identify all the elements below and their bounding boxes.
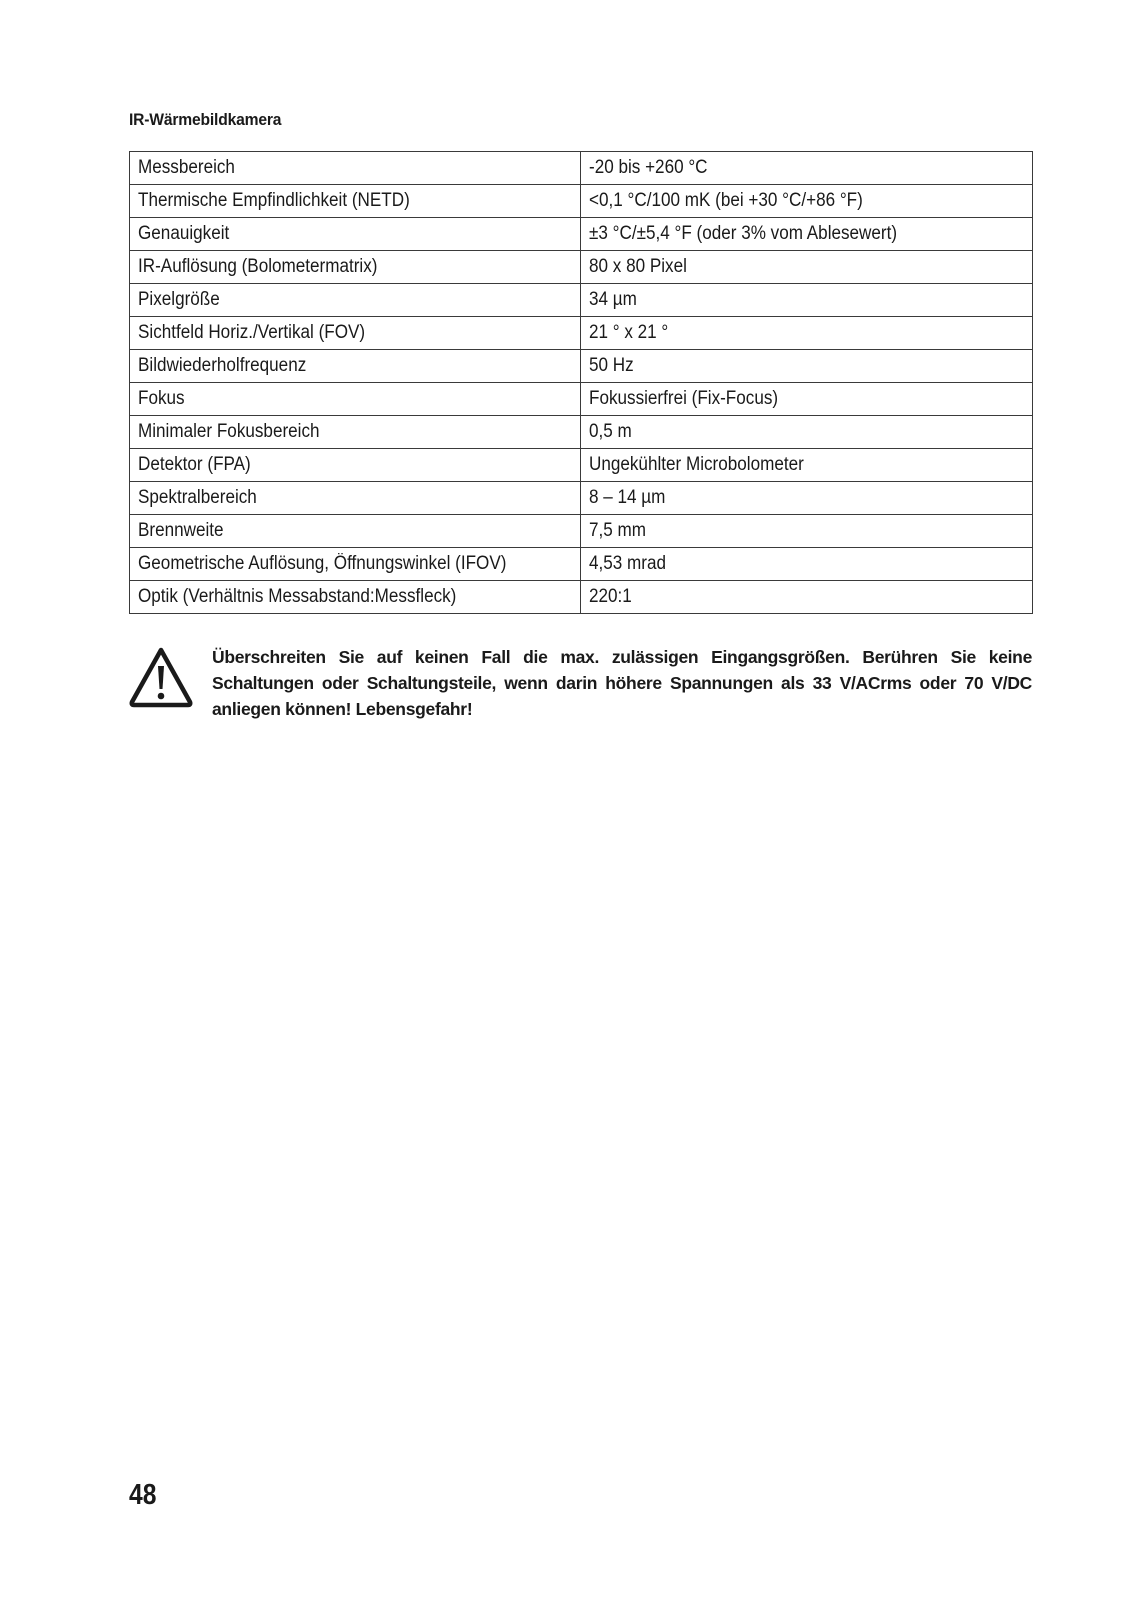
spec-value: 0,5 m — [581, 416, 1033, 449]
table-row — [130, 482, 1033, 515]
table-row — [130, 383, 1033, 416]
table-row — [130, 515, 1033, 548]
spec-label: IR-Auflösung (Bolometermatrix) — [130, 251, 581, 284]
table-row — [130, 317, 1033, 350]
spec-value: 34 µm — [581, 284, 1033, 317]
spec-label: Bildwiederholfrequenz — [130, 350, 581, 383]
spec-label: Fokus — [130, 383, 581, 416]
spec-value: <0,1 °C/100 mK (bei +30 °C/+86 °F) — [581, 185, 1033, 218]
table-row — [130, 416, 1033, 449]
table-row — [130, 350, 1033, 383]
table-row — [130, 152, 1033, 185]
spec-label: Sichtfeld Horiz./Vertikal (FOV) — [130, 317, 581, 350]
table-row — [130, 548, 1033, 581]
warning-text: Überschreiten Sie auf keinen Fall die max. zulässigen Eingangsgrößen. Berühren Sie keine Schaltungen oder Schaltungsteile, wenn darin höhere Spannungen als 33 V/ACrms oder 70 V/DC anliegen können! Lebensgefahr! — [212, 647, 1032, 719]
spec-label: Pixelgröße — [130, 284, 581, 317]
spec-value: 80 x 80 Pixel — [581, 251, 1033, 284]
spec-value: 21 ° x 21 ° — [581, 317, 1033, 350]
spec-label: Minimaler Fokusbereich — [130, 416, 581, 449]
warning-triangle-icon — [128, 646, 194, 708]
table-row — [130, 284, 1033, 317]
spec-label: Genauigkeit — [130, 218, 581, 251]
table-row — [130, 449, 1033, 482]
spec-label: Spektralbereich — [130, 482, 581, 515]
table-row — [130, 218, 1033, 251]
spec-value: 220:1 — [581, 581, 1033, 614]
table-row — [130, 251, 1033, 284]
spec-value: 4,53 mrad — [581, 548, 1033, 581]
spec-label: Thermische Empfindlichkeit (NETD) — [130, 185, 581, 218]
spec-value: Fokussierfrei (Fix-Focus) — [581, 383, 1033, 416]
spec-label: Geometrische Auflösung, Öffnungswinkel (IFOV) — [130, 548, 581, 581]
spec-label: Detektor (FPA) — [130, 449, 581, 482]
table-row — [130, 185, 1033, 218]
spec-label: Brennweite — [130, 515, 581, 548]
spec-value: 50 Hz — [581, 350, 1033, 383]
spec-table — [129, 151, 1033, 614]
page-number: 48 — [129, 1479, 157, 1511]
table-row — [130, 581, 1033, 614]
spec-label: Optik (Verhältnis Messabstand:Messfleck) — [130, 581, 581, 614]
spec-value: -20 bis +260 °C — [581, 152, 1033, 185]
spec-value: 8 – 14 µm — [581, 482, 1033, 515]
spec-value: ±3 °C/±5,4 °F (oder 3% vom Ablesewert) — [581, 218, 1033, 251]
spec-value: 7,5 mm — [581, 515, 1033, 548]
spec-label: Messbereich — [130, 152, 581, 185]
section-title: IR-Wärmebildkamera — [129, 110, 282, 129]
spec-value: Ungekühlter Microbolometer — [581, 449, 1033, 482]
